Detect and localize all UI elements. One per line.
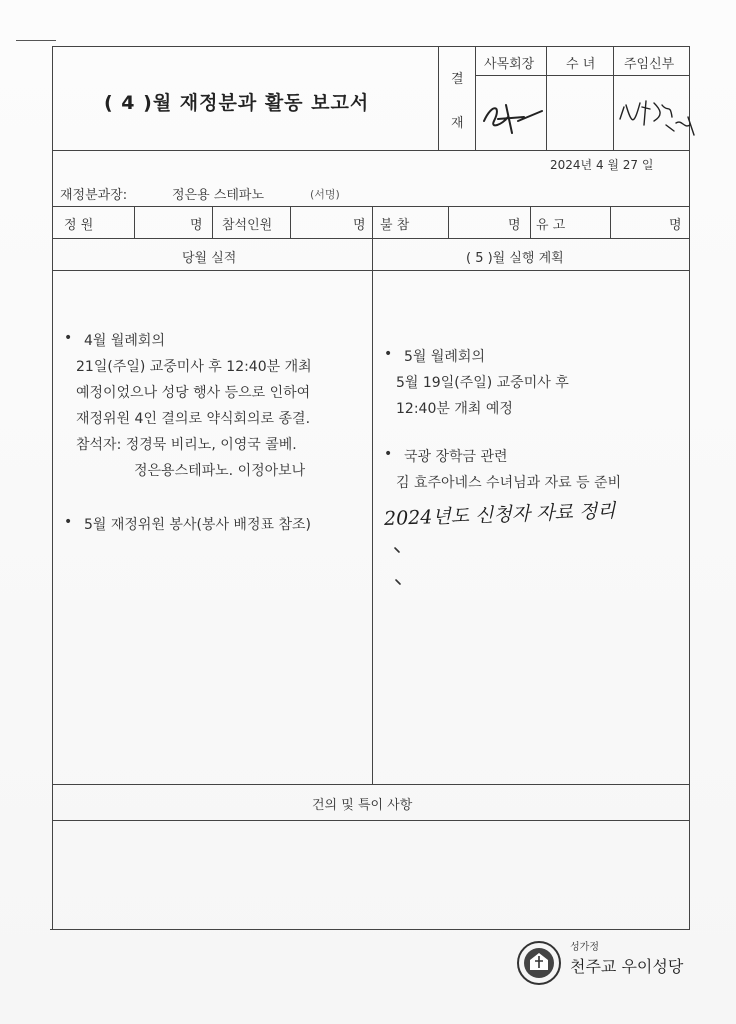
approval-role-pastor: 주임신부 bbox=[624, 57, 675, 72]
signature-pastor bbox=[614, 95, 700, 143]
header-split bbox=[438, 46, 439, 150]
chair-name: 정은용 스테파노 bbox=[172, 188, 265, 203]
approval-label-2: 재 bbox=[451, 116, 464, 131]
attendance-present-label: 참석인원 bbox=[222, 218, 273, 233]
remarks-top bbox=[52, 784, 690, 785]
att-sep-1 bbox=[134, 206, 135, 238]
att-sep-2 bbox=[212, 206, 213, 238]
approval-label-1: 결 bbox=[451, 72, 464, 87]
chair-sign-label: (서명) bbox=[310, 188, 340, 201]
att-sep-4 bbox=[372, 206, 373, 238]
left-item-1-line-5: 참석자: 정경묵 비리노, 이영국 콜베. bbox=[76, 437, 297, 453]
right-item-1-line-3: 12:40분 개최 예정 bbox=[396, 401, 513, 417]
left-item-2-line-1: 5월 재정위원 봉사(봉사 배정표 참조) bbox=[84, 517, 311, 533]
remarks-header-bottom bbox=[52, 820, 690, 821]
handwritten-note: 2024년도 신청자 자료 정리 bbox=[383, 499, 616, 530]
right-item-1-line-1: 5월 월례회의 bbox=[404, 349, 485, 365]
frame-right bbox=[689, 46, 690, 930]
attendance-absent-label: 불 참 bbox=[380, 218, 410, 233]
right-item-2-line-2: 김 효주아네스 수녀님과 자료 등 준비 bbox=[396, 475, 622, 491]
report-title: ( 4 )월 재정분과 활동 보고서 bbox=[104, 92, 370, 114]
right-item-2-line-1: 국광 장학금 관련 bbox=[404, 449, 508, 465]
left-section-header: 당월 실적 bbox=[182, 251, 237, 266]
attendance-unit-1: 명 bbox=[190, 218, 203, 233]
right-item-1-line-2: 5월 19일(주일) 교중미사 후 bbox=[396, 375, 569, 391]
pen-mark bbox=[16, 40, 56, 41]
left-item-1-line-6: 정은용스테파노. 이정아보나 bbox=[134, 463, 306, 479]
header-bottom bbox=[52, 150, 690, 151]
attendance-top bbox=[52, 206, 690, 207]
remarks-header: 건의 및 특이 사항 bbox=[312, 798, 413, 813]
approval-split bbox=[475, 46, 476, 150]
signature-president bbox=[478, 95, 548, 139]
column-divider bbox=[372, 238, 373, 784]
footer-small-text: 성가정 bbox=[570, 942, 599, 953]
footer-parish-name: 천주교 우이성당 bbox=[570, 957, 684, 976]
approval-role-sister: 수 녀 bbox=[566, 57, 596, 72]
attendance-excused-label: 유 고 bbox=[536, 218, 566, 233]
report-date: 2024년 4 월 27 일 bbox=[550, 158, 654, 172]
frame-top bbox=[52, 46, 690, 47]
attendance-unit-2: 명 bbox=[353, 218, 366, 233]
left-item-1-line-4: 재정위원 4인 결의로 약식회의로 종결. bbox=[76, 411, 311, 427]
att-sep-3 bbox=[290, 206, 291, 238]
att-sep-7 bbox=[610, 206, 611, 238]
chair-label: 재정분과장: bbox=[60, 188, 128, 203]
frame-bottom bbox=[50, 929, 690, 930]
approval-role-line bbox=[475, 75, 689, 76]
section-header-bottom bbox=[52, 270, 690, 271]
left-bullet-1: • bbox=[64, 330, 73, 346]
attendance-unit-4: 명 bbox=[669, 218, 682, 233]
att-sep-5 bbox=[448, 206, 449, 238]
left-bullet-2: • bbox=[64, 514, 73, 530]
attendance-bottom bbox=[52, 238, 690, 239]
approval-role-pastoral-president: 사목회장 bbox=[484, 57, 535, 72]
left-item-1-line-3: 예정이었으나 성당 행사 등으로 인하여 bbox=[76, 385, 311, 401]
attendance-unit-3: 명 bbox=[508, 218, 521, 233]
left-item-1-line-2: 21일(주일) 교중미사 후 12:40분 개최 bbox=[76, 359, 312, 375]
frame-left bbox=[52, 46, 53, 930]
right-section-header: ( 5 )월 실행 계획 bbox=[466, 251, 564, 266]
right-bullet-1: • bbox=[384, 346, 393, 362]
att-sep-6 bbox=[530, 206, 531, 238]
right-bullet-2: • bbox=[384, 446, 393, 462]
left-item-1-line-1: 4월 월례회의 bbox=[84, 333, 165, 349]
pen-dots bbox=[392, 540, 412, 590]
parish-seal-icon bbox=[516, 940, 562, 986]
attendance-quota-label: 정 원 bbox=[64, 218, 94, 233]
